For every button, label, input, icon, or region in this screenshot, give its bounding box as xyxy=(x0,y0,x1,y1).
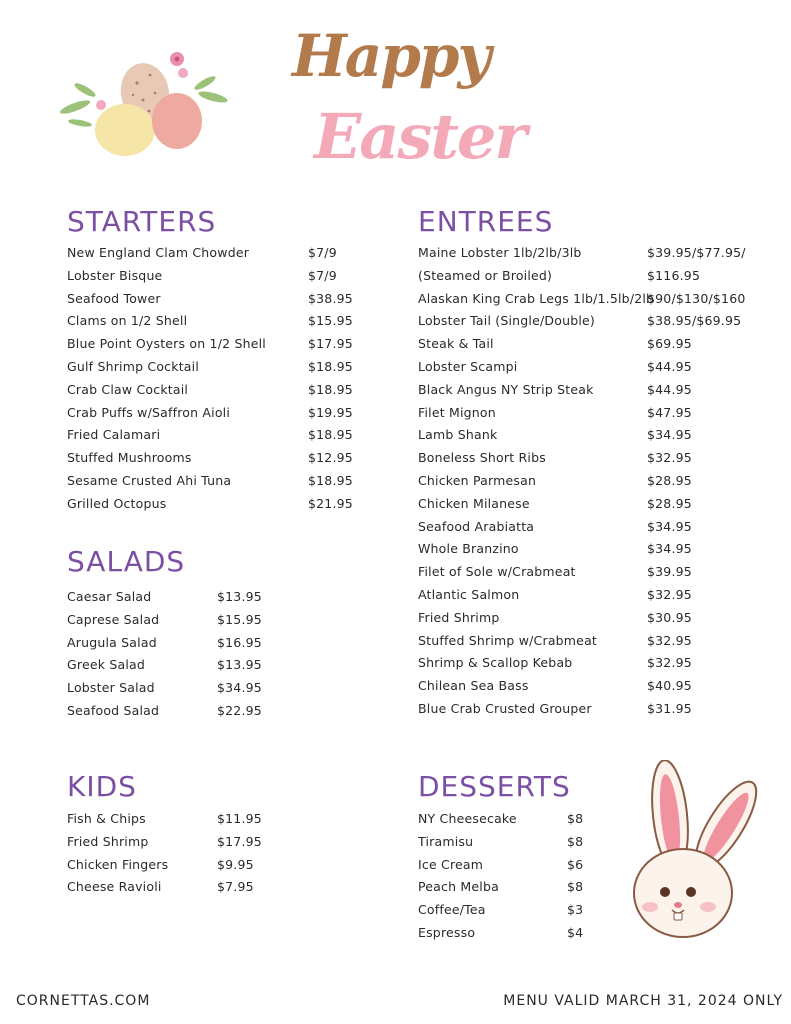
entrees-heading: ENTREES xyxy=(418,205,554,238)
menu-item-price: $11.95 xyxy=(217,811,262,826)
entrees-menu-item xyxy=(418,381,692,398)
menu-item-price: $7/9 xyxy=(308,245,337,260)
menu-item-name: Espresso xyxy=(418,925,476,940)
starters-menu-item xyxy=(67,450,353,466)
menu-item-price: $28.95 xyxy=(647,473,692,488)
entrees-menu-item xyxy=(418,427,692,443)
entrees-menu-item xyxy=(418,359,692,375)
starters-menu-item xyxy=(67,245,337,261)
menu-item-price: $15.95 xyxy=(217,611,262,627)
menu-item-name: Lobster Tail (Single/Double) xyxy=(418,313,595,329)
menu-item-price: $18.95 xyxy=(308,427,353,443)
menu-item-price: $17.95 xyxy=(217,833,262,849)
salads-menu-item xyxy=(67,589,262,605)
menu-item-name: Greek Salad xyxy=(67,657,146,673)
menu-item-price: $32.95 xyxy=(647,632,692,648)
starters-menu-item xyxy=(67,359,353,375)
kids-menu-item xyxy=(67,879,254,895)
entrees-menu-item xyxy=(418,495,692,512)
salads-menu-item xyxy=(67,611,262,628)
entrees-menu-item xyxy=(418,609,692,626)
menu-item-price: $44.95 xyxy=(647,381,692,397)
desserts-heading: DESSERTS xyxy=(418,770,571,803)
menu-item-price: $38.95 xyxy=(308,290,353,306)
footer-validity: MENU VALID MARCH 31, 2024 ONLY xyxy=(503,993,783,1009)
menu-item-name: Whole Branzino xyxy=(418,541,519,557)
menu-item-name: Chicken Fingers xyxy=(67,856,169,872)
menu-item-price: $39.95/$77.95/ xyxy=(647,245,746,260)
menu-item-price: $4 xyxy=(567,925,584,940)
entrees-menu-item xyxy=(418,564,692,580)
entrees-menu-item xyxy=(418,404,692,421)
yellow-egg-icon xyxy=(95,104,155,156)
menu-item-name: Stuffed Mushrooms xyxy=(67,450,192,466)
desserts-menu-item xyxy=(418,902,584,918)
starters-menu-item xyxy=(67,495,353,512)
menu-item-name: Stuffed Shrimp w/Crabmeat xyxy=(418,632,598,648)
salads-menu-item xyxy=(67,657,262,673)
menu-item-name: Boneless Short Ribs xyxy=(418,450,546,466)
menu-item-name: Black Angus NY Strip Steak xyxy=(418,381,594,397)
menu-item-name: Caprese Salad xyxy=(67,611,160,627)
salads-menu-item xyxy=(67,634,262,651)
menu-item-name: Seafood Tower xyxy=(67,290,161,306)
menu-item-price: $18.95 xyxy=(308,473,353,488)
menu-item-price: $15.95 xyxy=(308,313,353,329)
menu-item-name: Fried Calamari xyxy=(67,427,161,443)
entrees-menu-item xyxy=(418,267,701,284)
easter-eggs-illustration xyxy=(55,45,235,160)
desserts-menu-item xyxy=(418,856,584,873)
entrees-menu-item xyxy=(418,541,692,557)
title-easter: Easter xyxy=(314,100,526,173)
menu-item-name: Grilled Octopus xyxy=(67,495,167,511)
menu-item-price: $13.95 xyxy=(217,657,262,673)
menu-item-price: $40.95 xyxy=(647,678,692,694)
menu-item-price: $9.95 xyxy=(217,856,254,872)
menu-item-price: $30.95 xyxy=(647,609,692,625)
menu-item-price: $22.95 xyxy=(217,703,262,718)
entrees-menu-item xyxy=(418,678,692,694)
menu-item-name: Fried Shrimp xyxy=(418,609,500,625)
entrees-menu-item xyxy=(418,245,746,261)
desserts-menu-item xyxy=(418,811,584,827)
menu-item-name: Atlantic Salmon xyxy=(418,587,520,602)
menu-item-name: Tiramisu xyxy=(418,833,474,849)
entrees-menu-item xyxy=(418,587,692,603)
menu-item-name: Fish & Chips xyxy=(67,811,146,826)
starters-menu-item xyxy=(67,404,353,421)
menu-item-name: Chicken Parmesan xyxy=(418,473,537,488)
starters-menu-item xyxy=(67,267,337,284)
menu-item-price: $8 xyxy=(567,879,584,895)
menu-item-price: $18.95 xyxy=(308,381,353,397)
kids-menu-item xyxy=(67,833,262,850)
menu-item-price: $34.95 xyxy=(647,518,692,534)
menu-item-name: Lobster Bisque xyxy=(67,267,163,283)
menu-item-name: Cheese Ravioli xyxy=(67,879,162,895)
entrees-menu-item xyxy=(418,518,692,535)
menu-item-price: $116.95 xyxy=(647,267,701,283)
menu-item-name: Gulf Shrimp Cocktail xyxy=(67,359,200,374)
menu-item-price: $21.95 xyxy=(308,495,353,511)
desserts-menu-item xyxy=(418,879,584,895)
menu-item-price: $6 xyxy=(567,856,584,872)
menu-item-price: $13.95 xyxy=(217,589,262,604)
kids-menu-item xyxy=(67,856,254,873)
bunny-icon xyxy=(628,760,763,945)
menu-item-price: $38.95/$69.95 xyxy=(647,313,742,329)
menu-item-price: $31.95 xyxy=(647,701,692,716)
menu-item-name: Lobster Salad xyxy=(67,680,155,696)
menu-item-price: $28.95 xyxy=(647,495,692,511)
menu-item-name: Arugula Salad xyxy=(67,634,157,650)
menu-item-price: $7.95 xyxy=(217,879,254,895)
starters-menu-item xyxy=(67,313,353,329)
menu-item-name: New England Clam Chowder xyxy=(67,245,250,260)
menu-item-name: Filet of Sole w/Crabmeat xyxy=(418,564,576,580)
starters-menu-item xyxy=(67,336,353,352)
entrees-menu-item xyxy=(418,473,692,489)
menu-item-name: Blue Crab Crusted Grouper xyxy=(418,701,592,716)
entrees-menu-item xyxy=(418,450,692,466)
salads-menu-item xyxy=(67,703,262,719)
salads-heading: SALADS xyxy=(67,545,186,578)
menu-item-name: Shrimp & Scallop Kebab xyxy=(418,655,573,671)
menu-item-name: Seafood Salad xyxy=(67,703,160,718)
menu-item-name: Chilean Sea Bass xyxy=(418,678,529,694)
entrees-menu-item xyxy=(418,701,692,717)
menu-item-price: $8 xyxy=(567,833,584,849)
starters-menu-item xyxy=(67,381,353,398)
menu-item-name: Chicken Milanese xyxy=(418,495,530,511)
entrees-menu-item xyxy=(418,655,692,671)
menu-item-price: $12.95 xyxy=(308,450,353,466)
menu-item-price: $39.95 xyxy=(647,564,692,580)
menu-item-name: Clams on 1/2 Shell xyxy=(67,313,188,329)
footer-website: CORNETTAS.COM xyxy=(16,993,151,1009)
entrees-menu-item xyxy=(418,290,746,307)
menu-item-name: Maine Lobster 1lb/2lb/3lb xyxy=(418,245,582,260)
menu-item-name: Blue Point Oysters on 1/2 Shell xyxy=(67,336,266,352)
menu-item-name: NY Cheesecake xyxy=(418,811,517,826)
menu-item-price: $8 xyxy=(567,811,584,826)
menu-item-price: $19.95 xyxy=(308,404,353,420)
menu-item-price: $7/9 xyxy=(308,267,337,283)
menu-item-price: $32.95 xyxy=(647,587,692,602)
entrees-menu-item xyxy=(418,313,742,329)
menu-item-price: $34.95 xyxy=(647,427,692,443)
desserts-menu-item xyxy=(418,833,584,850)
menu-item-name: Filet Mignon xyxy=(418,404,496,420)
menu-item-price: $34.95 xyxy=(217,680,262,696)
menu-item-price: $32.95 xyxy=(647,655,692,671)
menu-item-name: Seafood Arabiatta xyxy=(418,518,535,534)
kids-menu-item xyxy=(67,811,262,827)
menu-item-price: $44.95 xyxy=(647,359,692,374)
menu-item-name: Lobster Scampi xyxy=(418,359,518,374)
desserts-menu-item xyxy=(418,925,584,941)
menu-item-price: $34.95 xyxy=(647,541,692,557)
entrees-menu-item xyxy=(418,632,692,649)
starters-heading: STARTERS xyxy=(67,205,217,238)
menu-item-name: (Steamed or Broiled) xyxy=(418,267,553,283)
menu-item-price: $47.95 xyxy=(647,404,692,420)
title-happy: Happy xyxy=(292,22,490,90)
starters-menu-item xyxy=(67,427,353,443)
menu-item-price: $90/$130/$160 xyxy=(647,290,746,306)
menu-item-name: Caesar Salad xyxy=(67,589,152,604)
salads-menu-item xyxy=(67,680,262,696)
menu-item-price: $69.95 xyxy=(647,336,692,352)
menu-item-name: Lamb Shank xyxy=(418,427,498,443)
starters-menu-item xyxy=(67,290,353,307)
menu-item-name: Alaskan King Crab Legs 1lb/1.5lb/2lb xyxy=(418,290,655,306)
menu-item-price: $32.95 xyxy=(647,450,692,466)
menu-item-name: Sesame Crusted Ahi Tuna xyxy=(67,473,232,488)
menu-item-price: $16.95 xyxy=(217,634,262,650)
kids-heading: KIDS xyxy=(67,770,137,803)
menu-item-price: $3 xyxy=(567,902,584,918)
menu-item-name: Peach Melba xyxy=(418,879,499,895)
menu-item-name: Fried Shrimp xyxy=(67,833,149,849)
pink-egg-icon xyxy=(152,93,202,149)
menu-item-name: Ice Cream xyxy=(418,856,484,872)
menu-item-name: Coffee/Tea xyxy=(418,902,486,918)
menu-item-name: Crab Puffs w/Saffron Aioli xyxy=(67,404,231,420)
entrees-menu-item xyxy=(418,336,692,352)
menu-item-price: $17.95 xyxy=(308,336,353,352)
starters-menu-item xyxy=(67,473,353,489)
menu-item-name: Steak & Tail xyxy=(418,336,494,352)
menu-item-name: Crab Claw Cocktail xyxy=(67,381,189,397)
menu-item-price: $18.95 xyxy=(308,359,353,374)
